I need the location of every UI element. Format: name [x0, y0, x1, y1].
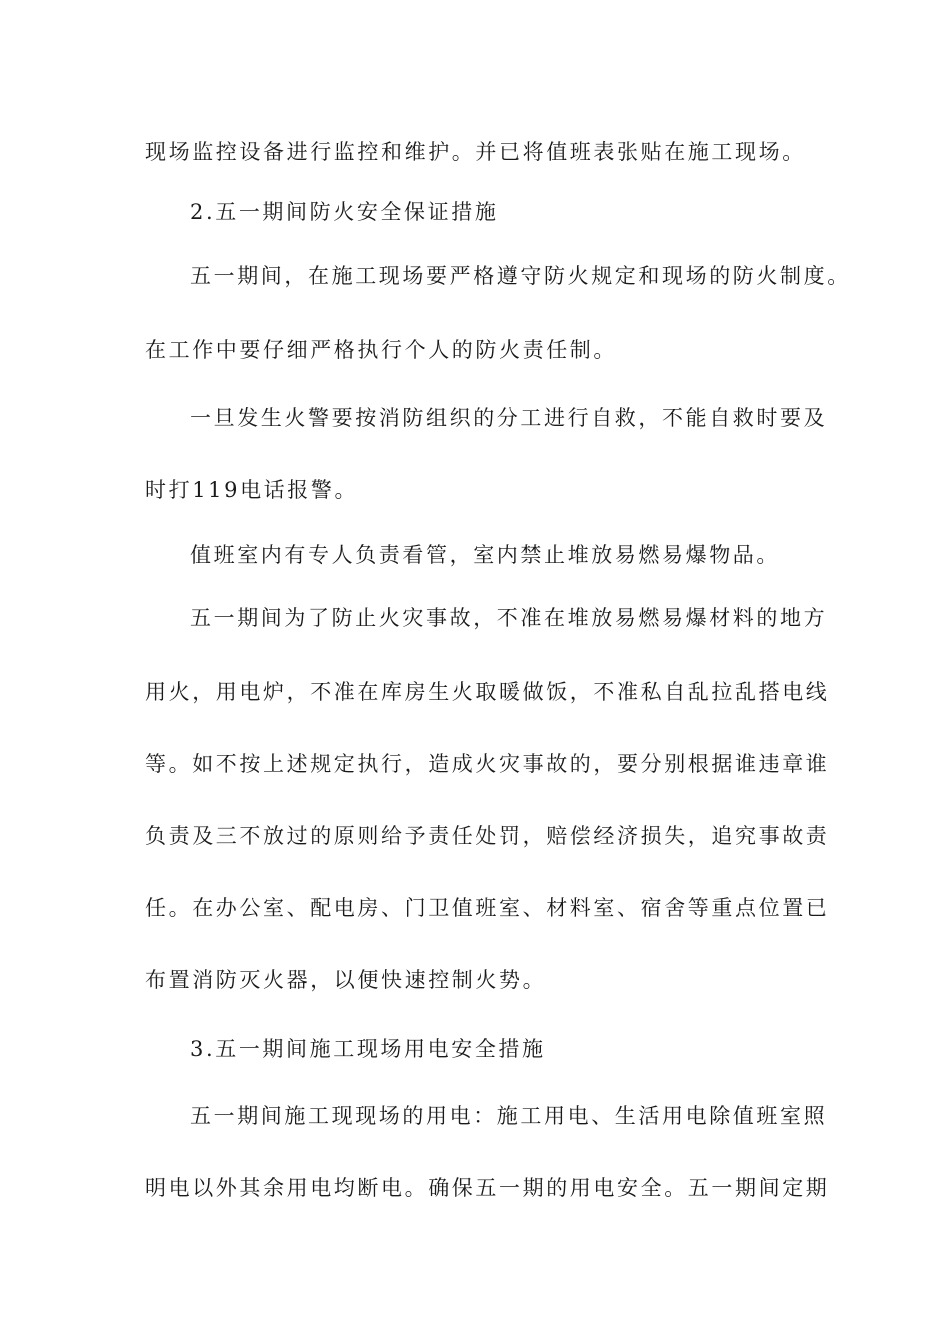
text-line: 一旦发生火警要按消防组织的分工进行自救，不能自救时要及	[190, 406, 828, 430]
section-heading: 3.五一期间施工现场用电安全措施	[190, 1037, 546, 1061]
text-line: 五一期间为了防止火灾事故，不准在堆放易燃易爆材料的地方	[190, 606, 828, 630]
text-line: 五一期间，在施工现场要严格遵守防火规定和现场的防火制度。	[190, 264, 851, 288]
text-line: 负责及三不放过的原则给予责任处罚，赔偿经济损失，追究事故责	[145, 824, 830, 848]
text-line: 明电以外其余用电均断电。确保五一期的用电安全。五一期间定期	[145, 1176, 830, 1200]
text-line: 值班室内有专人负责看管，室内禁止堆放易燃易爆物品。	[190, 543, 780, 567]
text-line: 时打119电话报警。	[145, 478, 359, 502]
text-line: 任。在办公室、配电房、门卫值班室、材料室、宿舍等重点位置已	[145, 896, 830, 920]
text-line: 在工作中要仔细严格执行个人的防火责任制。	[145, 338, 617, 362]
text-line: 五一期间施工现现场的用电：施工用电、生活用电除值班室照	[190, 1104, 828, 1128]
text-line: 现场监控设备进行监控和维护。并已将值班表张贴在施工现场。	[145, 140, 806, 164]
text-line: 等。如不按上述规定执行，造成火灾事故的，要分别根据谁违章谁	[145, 752, 830, 776]
section-heading: 2.五一期间防火安全保证措施	[190, 200, 499, 224]
text-line: 布置消防灭火器，以便快速控制火势。	[145, 968, 547, 992]
text-line: 用火，用电炉，不准在库房生火取暖做饭，不准私自乱拉乱搭电线	[145, 680, 830, 704]
